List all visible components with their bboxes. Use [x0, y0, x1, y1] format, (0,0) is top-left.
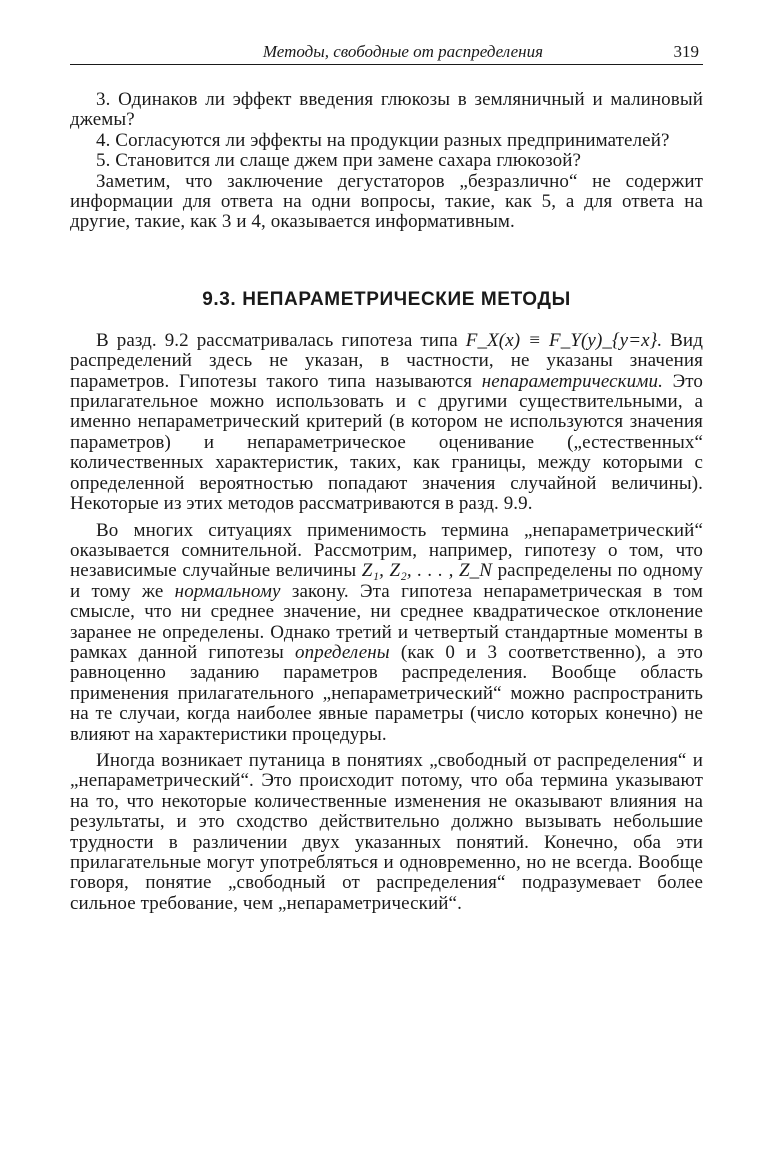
question-item: 4. Согласуются ли эффекты на продукции разных предпринимателей? [96, 129, 670, 151]
paragraph-text: закону. Эта гипотеза непараметрическая в том смысле, что ни среднее значение, ни среднее квадратическое отклонение заранее не определены. Однако третий и четвертый стандартные моменты в рамках данной гипотезы [70, 580, 704, 663]
questions-list [70, 90, 703, 233]
formula [466, 330, 662, 351]
paragraph-text: распределены по одному и тому же [70, 560, 703, 602]
paragraph-text: Это прилагательное можно использовать и с другими существительными, а именно непараметрический критерий (в котором не используются значения параметров) и непараметрическое оценивание („естественных“ количественных характеристик, таких, как границы, между которыми с определенной вероятностью попадают значения случайной величины). Некоторые из этих методов рассматриваются в разд. 9.9. [70, 370, 703, 515]
formula-text: F_X(x) ≡ F_Y(y)_{y=x}. [465, 329, 663, 351]
emphasized-word: определены [295, 641, 390, 663]
paragraph-text: В разд. 9.2 рассматривалась гипотеза типа [96, 329, 458, 351]
emphasized-term: непараметрическими. [481, 370, 663, 392]
question-item: 5. Становится ли слаще джем при замене сахара глюкозой? [96, 150, 582, 172]
variables: Z₁, Z₂, . . . , Z_N [361, 560, 493, 582]
emphasized-word: нормальному [174, 580, 281, 602]
page-number: 319 [673, 42, 699, 61]
note-paragraph: Заметим, что заключение дегустаторов „безразлично“ не содержит информации для ответа на одни вопросы, такие, как 5, а для ответа на другие, такие, как 3 и 4, оказывается информативным. [70, 170, 703, 233]
question-item: 3. Одинаков ли эффект введения глюкозы в земляничный и малиновый джемы? [70, 89, 703, 131]
paragraph-text: Вид распределений здесь не указан, в частности, не указаны значения параметров. Гипотезы такого типа называются [70, 329, 703, 392]
paragraph-applicability [70, 521, 703, 745]
running-title: Методы, свободные от распределения [262, 42, 543, 61]
section-body [70, 331, 703, 914]
paragraph-hypothesis [70, 331, 703, 515]
section-heading: 9.3. НЕПАРАМЕТРИЧЕСКИЕ МЕТОДЫ [202, 288, 571, 310]
book-page [70, 40, 703, 914]
paragraph-text: (как 0 и 3 соответственно), а это равноценно заданию параметров распределения. Вообще область применения прилагательного „непараметрический“ можно распространить на те случаи, когда наиболее явные параметры (число которых конечно) не влияют на характеристики процедуры. [70, 641, 703, 745]
paragraph-text: Во многих ситуациях применимость термина „непараметрический“ оказывается сомнительной. Рассмотрим, например, гипотезу о том, что независимые случайные величины [70, 519, 703, 582]
running-header [70, 40, 703, 65]
paragraph-confusion: Иногда возникает путаница в понятиях „свободный от распределения“ и „непараметрический“. Это происходит потому, что оба термина указывают на то, что некоторые количественные изменения не оказывают влияния на результаты, и это сходство действительно должно вызывать небольшие трудности в различении двух указанных понятий. Конечно, оба эти прилагательные могут употребляться и одновременно, но не всегда. Вообще говоря, понятие „свободный от распределения“ подразумевает более сильное требование, чем „непараметрический“. [70, 749, 703, 914]
